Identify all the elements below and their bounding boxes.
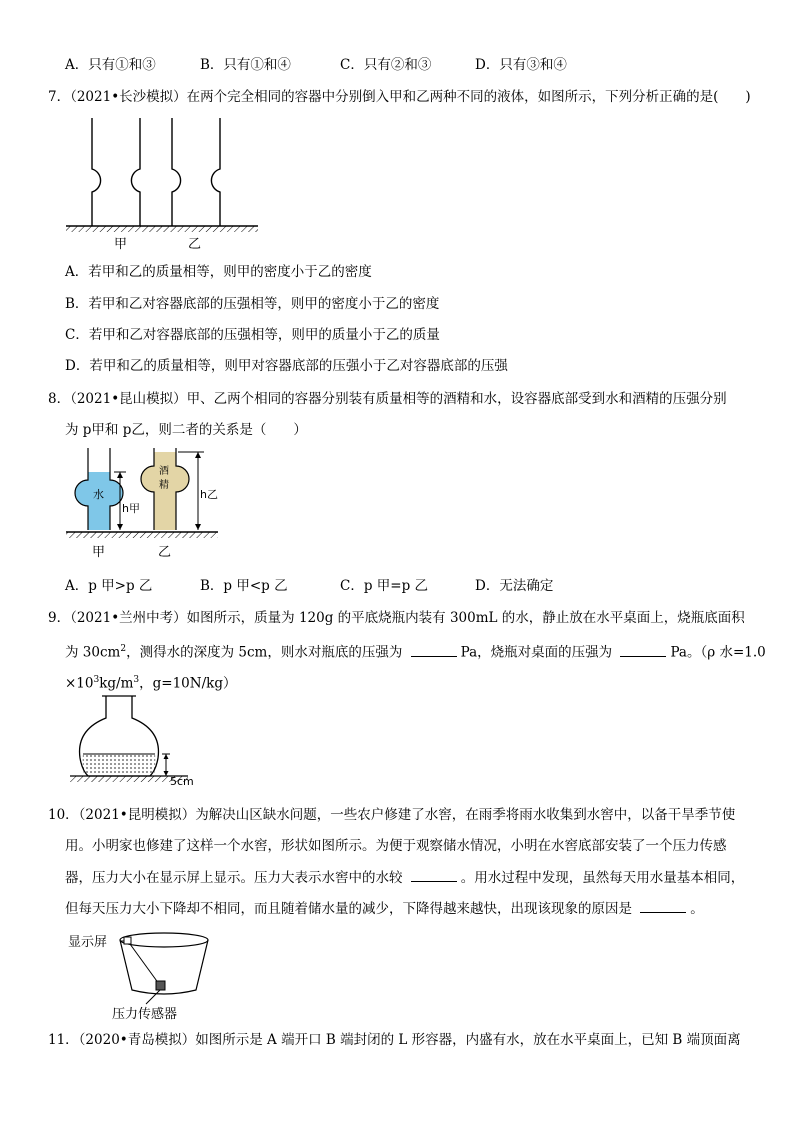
q6-option-d: D．只有③和④ xyxy=(475,57,567,73)
q10-line1: 10．（2021•昆明模拟）为解决山区缺水问题，一些农户修建了水窖，在雨季将雨水收集到水窖中，以备干旱季节使 xyxy=(48,807,736,823)
q10-line2: 用。小明家也修建了这样一个水窖，形状如图所示。为便于观察储水情况，小明在水窖底部安装了一个压力传感 xyxy=(65,838,727,854)
q8-alcohol-label-2: 精 xyxy=(159,480,169,491)
q7-option-b: B．若甲和乙对容器底部的压强相等，则甲的密度小于乙的密度 xyxy=(65,296,440,312)
q8-label-yi: 乙 xyxy=(158,545,172,560)
q10-screen-label: 显示屏 xyxy=(68,935,108,950)
q8-stem-line2: 为 p甲和 p乙，则二者的关系是（ ） xyxy=(65,422,307,438)
q7-label-jia: 甲 xyxy=(114,237,128,252)
q6-option-c: C．只有②和③ xyxy=(340,57,432,73)
q10-sensor-label: 压力传感器 xyxy=(112,1007,178,1020)
q7-option-c: C．若甲和乙对容器底部的压强相等，则甲的质量小于乙的质量 xyxy=(65,327,440,343)
q6-option-a: A．只有①和③ xyxy=(65,57,156,73)
q9-line1: 9．（2021•兰州中考）如图所示，质量为 120g 的平底烧瓶内装有 300mL 的水，静止放在水平桌面上，烧瓶底面积 xyxy=(48,610,745,626)
q8-stem-line1: 8．（2021•昆山模拟）甲、乙两个相同的容器分别装有质量相等的酒精和水，设容器底部受到水和酒精的压强分别 xyxy=(48,391,727,407)
q9-line3: $\times 10^3kg/m^3$，g=10N/kg） xyxy=(65,675,237,692)
q10-cellar-figure xyxy=(66,924,216,1020)
q8-water-label: 水 xyxy=(93,488,104,501)
q8-option-b: B．p 甲<p 乙 xyxy=(200,578,288,594)
q10-line4: 但每天压力大小下降却不相同，而且随着储水量的减少，下降得越来越快，出现该现象的原因是 。 xyxy=(65,898,704,919)
q10-blank-1 xyxy=(411,867,457,882)
q9-depth-label: 5cm xyxy=(170,775,194,788)
q7-stem: 7．（2021•长沙模拟）在两个完全相同的容器中分别倒入甲和乙两种不同的液体，如图所示，下列分析正确的是( ) xyxy=(48,89,751,105)
q8-figure xyxy=(62,446,222,566)
q10-line3: 器，压力大小在显示屏上显示。压力大表示水窖中的水较 。用水过程中发现，虽然每天用水量基本相同， xyxy=(65,867,744,888)
q8-alcohol-label-1: 酒 xyxy=(159,466,169,477)
q8-h-yi: h乙 xyxy=(200,488,218,501)
q7-option-a: A．若甲和乙的质量相等，则甲的密度小于乙的密度 xyxy=(65,264,372,280)
q7-figure xyxy=(62,114,262,254)
q7-label-yi: 乙 xyxy=(188,237,202,252)
q10-blank-2 xyxy=(640,898,686,913)
q7-option-d: D．若甲和乙的质量相等，则甲对容器底部的压强小于乙对容器底部的压强 xyxy=(65,358,508,374)
q9-line2: 为 $30cm^2$，测得水的深度为 5cm，则水对瓶底的压强为 Pa，烧瓶对桌面的压强为 Pa。（ρ 水=1.0 xyxy=(65,639,766,663)
q9-flask-figure xyxy=(66,694,206,790)
q9-blank-1 xyxy=(411,642,457,657)
q8-option-c: C．p 甲=p 乙 xyxy=(340,578,429,594)
q8-h-jia: h甲 xyxy=(122,502,140,515)
q8-option-a: A．p 甲>p 乙 xyxy=(65,578,153,594)
q9-blank-2 xyxy=(620,642,666,657)
q8-option-d: D．无法确定 xyxy=(475,578,554,594)
q6-option-b: B．只有①和④ xyxy=(200,57,291,73)
q8-label-jia: 甲 xyxy=(92,545,106,560)
q11-line1: 11．（2020•青岛模拟）如图所示是 A 端开口 B 端封闭的 L 形容器，内盛有水，放在水平桌面上，已知 B 端顶面离 xyxy=(48,1032,741,1048)
